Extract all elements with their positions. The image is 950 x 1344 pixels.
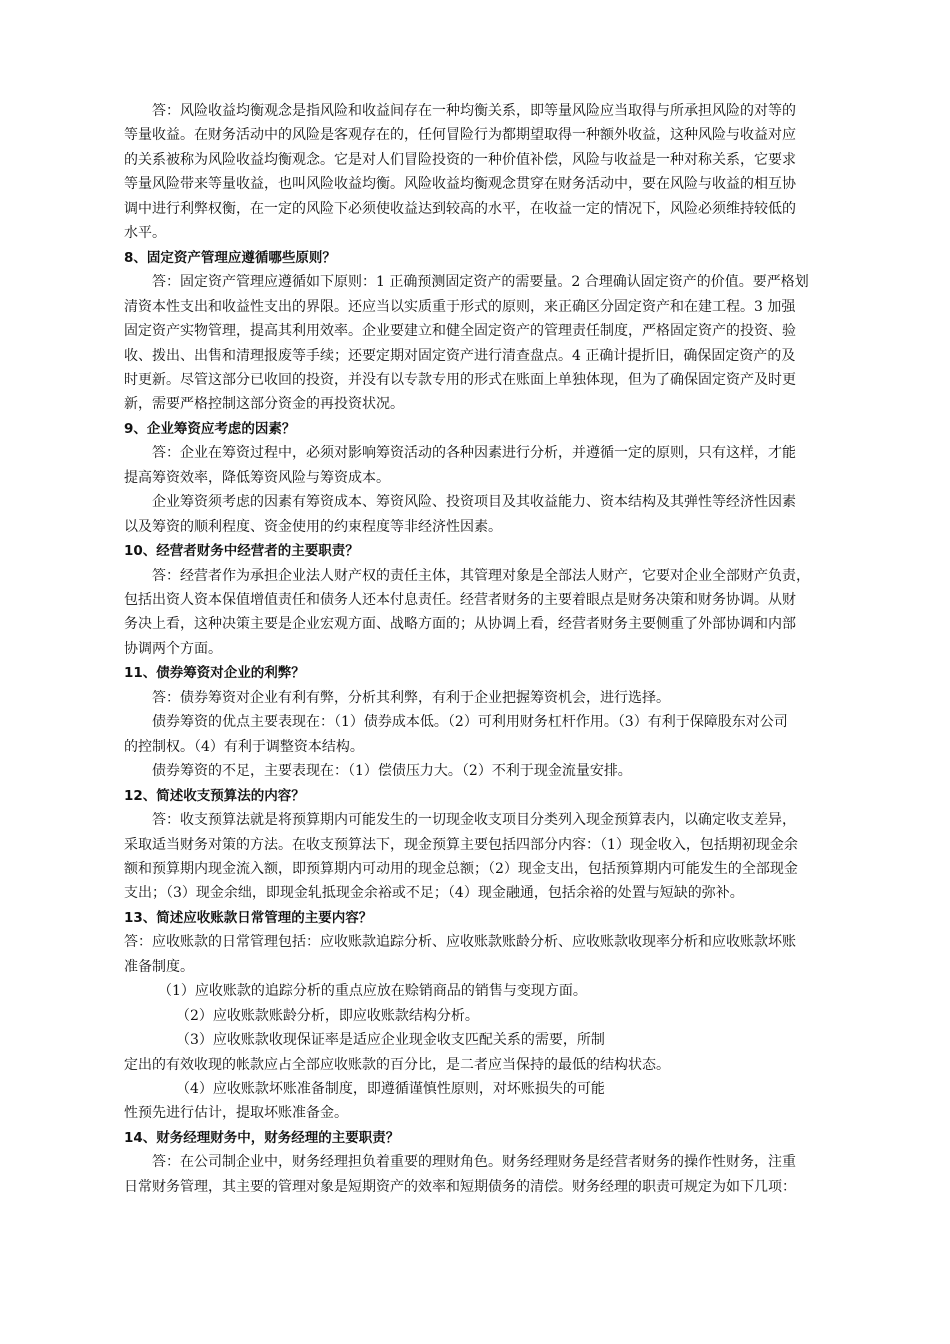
paragraph-line: （4）应收账款坏账准备制度，即遵循谨慎性原则，对坏账损失的可能 [176,1081,605,1097]
paragraph-line: 债券筹资的优点主要表现在：（1）债券成本低。（2）可利用财务杠杆作用。（3）有利于保障股东对公司 [152,714,788,731]
paragraph-line: （3）应收账款收现保证率是适应企业现金收支匹配关系的需要，所制 [176,1032,605,1049]
paragraph-line: 定出的有效收现的帐款应占全部应收账款的百分比，是二者应当保持的最低的结构状态。 [124,1056,670,1073]
paragraph-line: 的关系被称为风险收益均衡观念。它是对人们冒险投资的一种价值补偿，风险与收益是一种对称关系，它要求 [124,151,796,168]
question-heading: 14、财务经理财务中，财务经理的主要职责？ [124,1129,400,1146]
paragraph-line: 水平。 [124,225,166,242]
question-heading: 10、经营者财务中经营者的主要职责？ [124,543,359,560]
paragraph-line: 答：应收账款的日常管理包括：应收账款追踪分析、应收账款账龄分析、应收账款收现率分析和应收账款坏账 [124,934,796,951]
paragraph-line: 包括出资人资本保值增值责任和债务人还本付息责任。经营者财务的主要着眼点是财务决策和财务协调。从财 [124,592,796,608]
paragraph-line: 清资本性支出和收益性支出的界限。还应当以实质重于形式的原则，来正确区分固定资产和在建工程。3 加强 [124,298,796,315]
paragraph-line: 答：固定资产管理应遵循如下原则：1 正确预测固定资产的需要量。2 合理确认固定资产的价值。要严格划 [152,274,809,291]
paragraph-line: 协调两个方面。 [124,640,222,657]
paragraph-line: 答：收支预算法就是将预算期内可能发生的一切现金收支项目分类列入现金预算表内，以确定收支差异， [152,812,796,829]
paragraph-line: 答：企业在筹资过程中，必须对影响筹资活动的各种因素进行分析，并遵循一定的原则，只有这样，才能 [152,445,796,462]
paragraph-line: 额和预算期内现金流入额，即预算期内可动用的现金总额；（2）现金支出，包括预算期内可能发生的全部现金 [124,860,798,877]
paragraph-line: 答：风险收益均衡观念是指风险和收益间存在一种均衡关系，即等量风险应当取得与所承担风险的对等的 [152,103,796,119]
paragraph-line: 采取适当财务对策的方法。在收支预算法下，现金预算主要包括四部分内容：（1）现金收入，包括期初现金余 [124,836,798,853]
paragraph-line: 以及筹资的顺利程度、资金使用的约束程度等非经济性因素。 [124,518,502,535]
paragraph-line: 固定资产实物管理，提高其利用效率。企业要建立和健全固定资产的管理责任制度，严格固定资产的投资、验 [124,323,796,340]
question-heading: 13、简述应收账款日常管理的主要内容？ [124,909,373,926]
paragraph-line: 答：经营者作为承担企业法人财产权的责任主体，其管理对象是全部法人财产，它要对企业全部财产负责， [152,567,810,584]
question-heading: 8、固定资产管理应遵循哪些原则？ [124,249,336,266]
paragraph-line: 支出；（3）现金余绌，即现金轧抵现金余裕或不足；（4）现金融通，包括余裕的处置与短缺的弥补。 [124,885,744,902]
paragraph-line: 企业筹资须考虑的因素有筹资成本、筹资风险、投资项目及其收益能力、资本结构及其弹性等经济性因素 [152,494,796,511]
paragraph-line: （1）应收账款的追踪分析的重点应放在赊销商品的销售与变现方面。 [158,983,587,1000]
paragraph-line: 等量收益。在财务活动中的风险是客观存在的，任何冒险行为都期望取得一种额外收益，这种风险与收益对应 [124,127,796,144]
paragraph-line: 调中进行利弊权衡，在一定的风险下必须使收益达到较高的水平，在收益一定的情况下，风险必须维持较低的 [124,200,796,217]
paragraph-line: 准备制度。 [124,958,194,975]
paragraph-line: 日常财务管理，其主要的管理对象是短期资产的效率和短期债务的清偿。财务经理的职责可规定为如下几项： [124,1178,796,1195]
paragraph-line: 务决上看，这种决策主要是企业宏观方面、战略方面的；从协调上看，经营者财务主要侧重了外部协调和内部 [124,616,796,633]
question-heading: 12、简述收支预算法的内容？ [124,787,305,804]
question-heading: 11、债券筹资对企业的利弊？ [124,665,305,682]
paragraph-line: 提高筹资效率，降低筹资风险与筹资成本。 [124,469,390,486]
paragraph-line: 等量风险带来等量收益，也叫风险收益均衡。风险收益均衡观念贯穿在财务活动中，要在风险与收益的相互协 [124,176,796,193]
paragraph-line: 债券筹资的不足，主要表现在：（1）偿债压力大。（2）不利于现金流量安排。 [152,763,632,780]
paragraph-line: 答：债券筹资对企业有利有弊，分析其利弊，有利于企业把握筹资机会，进行选择。 [152,689,670,706]
paragraph-line: 新，需要严格控制这部分资金的再投资状况。 [124,396,404,413]
paragraph-line: 答：在公司制企业中，财务经理担负着重要的理财角色。财务经理财务是经营者财务的操作性财务，注重 [152,1154,796,1171]
question-heading: 9、企业筹资应考虑的因素？ [124,420,296,437]
paragraph-line: 性预先进行估计，提取坏账准备金。 [124,1105,348,1122]
paragraph-line: （2）应收账款账龄分析，即应收账款结构分析。 [176,1007,479,1024]
paragraph-line: 收、拨出、出售和清理报废等手续；还要定期对固定资产进行清查盘点。4 正确计提折旧，确保固定资产的及 [124,347,796,364]
paragraph-line: 的控制权。（4）有利于调整资本结构。 [124,738,364,755]
paragraph-line: 时更新。尽管这部分已收回的投资，并没有以专款专用的形式在账面上单独体现，但为了确保固定资产及时更 [124,371,796,388]
